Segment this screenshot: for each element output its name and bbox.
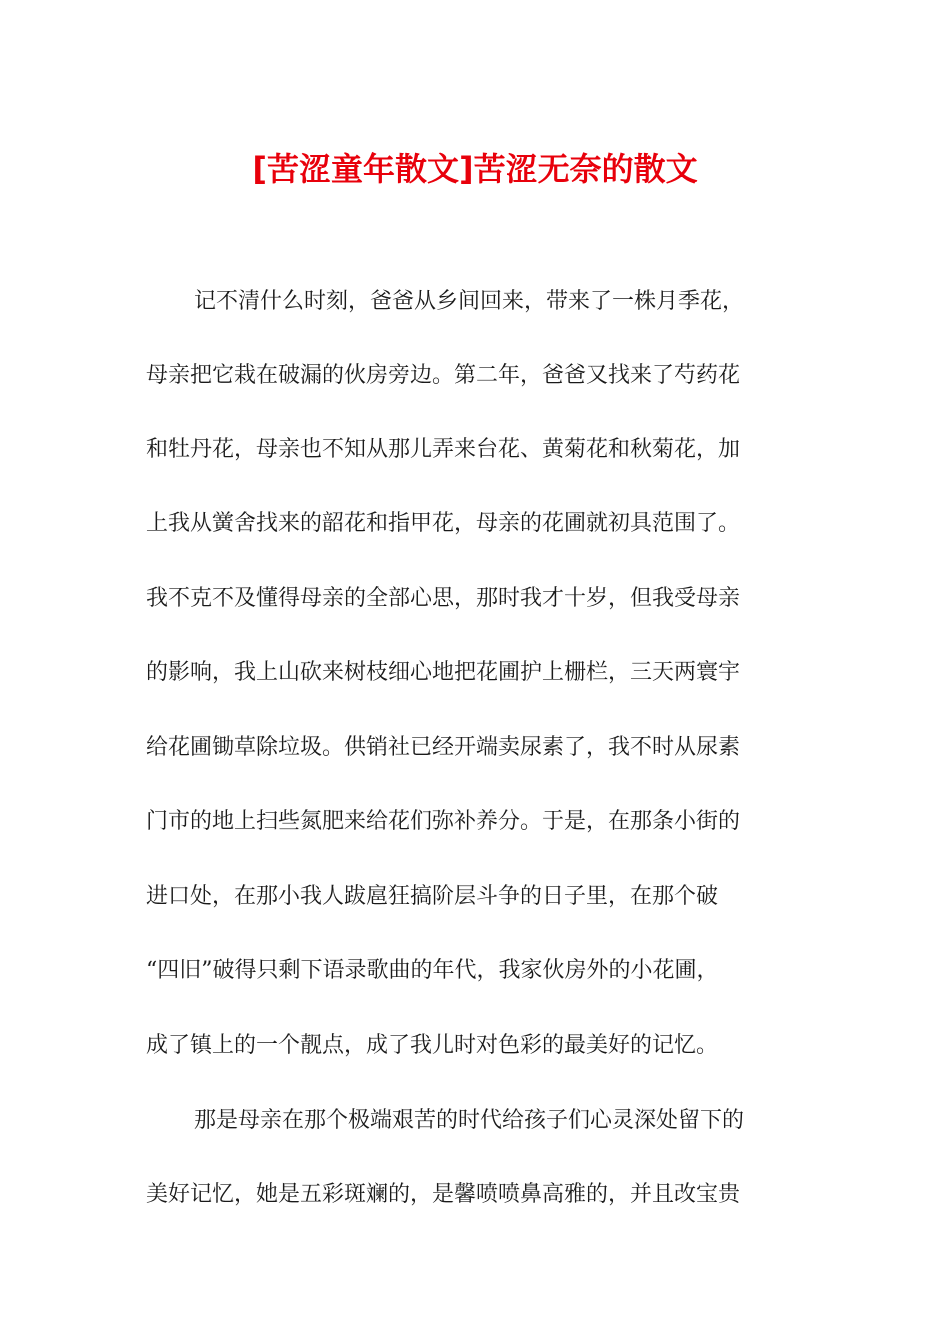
text-line: 给花圃锄草除垃圾。供销社已经开端卖尿素了，我不时从尿素 [146, 735, 741, 760]
text-line: 美好记忆，她是五彩斑斓的，是馨喷喷鼻高雅的，并且改宝贵 [146, 1182, 741, 1207]
text-line: 和牡丹花，母亲也不知从那儿弄来台花、黄菊花和秋菊花，加 [146, 437, 741, 462]
text-line: 记不清什么时刻，爸爸从乡间回来，带来了一株月季花， [194, 289, 745, 314]
text-line: 母亲把它栽在破漏的伙房旁边。第二年，爸爸又找来了芍药花 [146, 363, 741, 388]
text-line: “四旧”破得只剩下语录歌曲的年代，我家伙房外的小花圃， [146, 958, 719, 983]
text-line: 上我从黉舍找来的韶花和指甲花，母亲的花圃就初具范围了。 [146, 511, 741, 536]
text-line: 进口处，在那小我人跋扈狂搞阶层斗争的日子里，在那个破 [146, 884, 719, 909]
text-line: 那是母亲在那个极端艰苦的时代给孩子们心灵深处留下的 [194, 1108, 745, 1133]
text-line: 的影响，我上山砍来树枝细心地把花圃护上栅栏，三天两寰宇 [146, 660, 741, 685]
document-title: [苦涩童年散文]苦涩无奈的散文 [252, 150, 698, 188]
text-line: 我不克不及懂得母亲的全部心思，那时我才十岁，但我受母亲 [146, 586, 741, 611]
text-line: 门市的地上扫些氮肥来给花们弥补养分。于是，在那条小街的 [146, 809, 741, 834]
text-line: 成了镇上的一个靓点，成了我儿时对色彩的最美好的记忆。 [146, 1033, 719, 1058]
